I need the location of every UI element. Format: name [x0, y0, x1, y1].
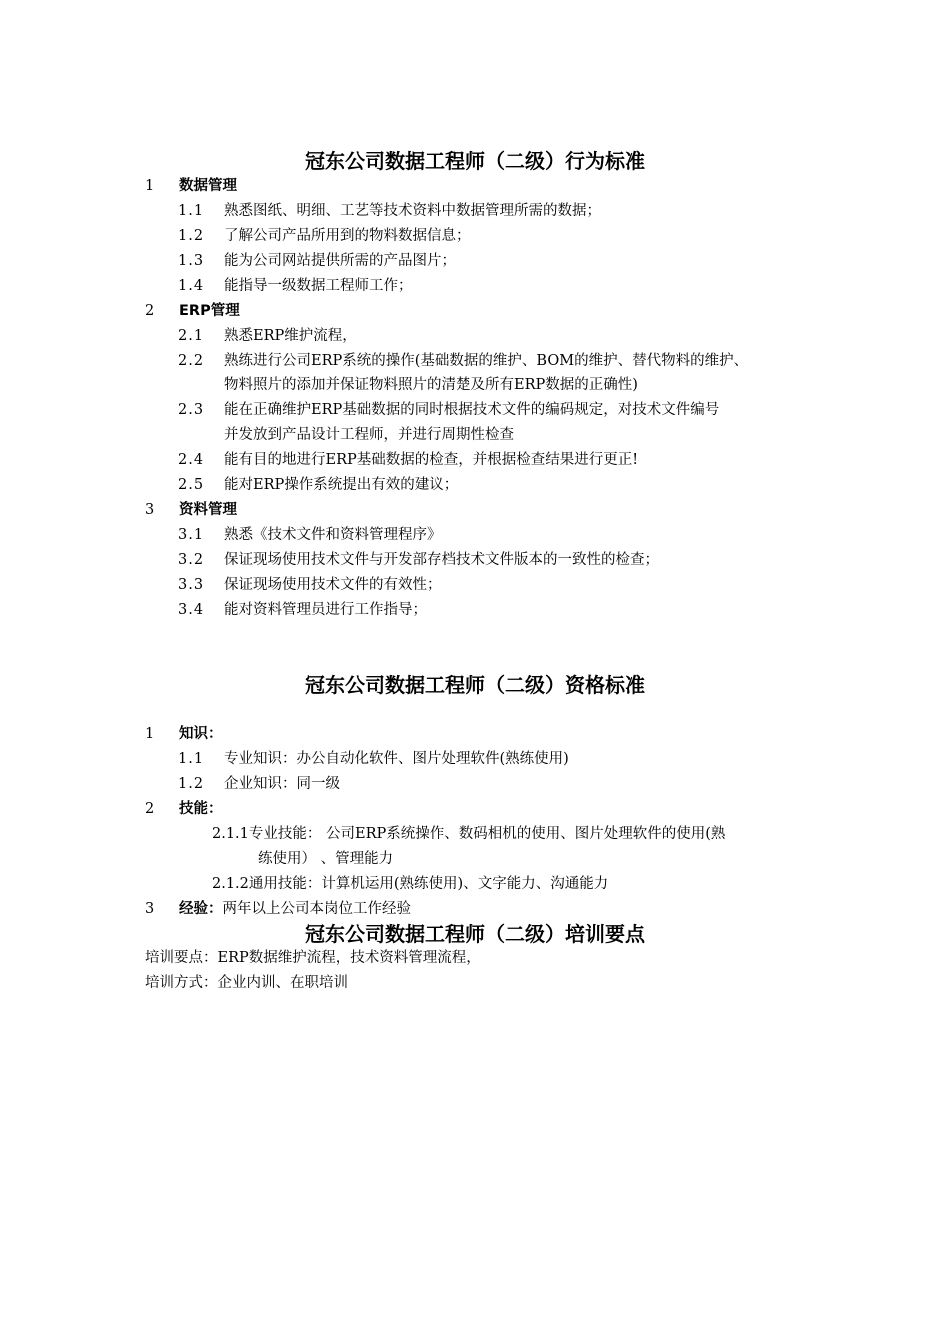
item-number: 1.3 [178, 253, 205, 269]
item-text: 能对ERP操作系统提出有效的建议； [224, 477, 459, 493]
section-number: 2 [145, 303, 155, 319]
item-number: 2.2 [178, 353, 205, 369]
section-number: 1 [145, 726, 155, 742]
item-number: 2.1 [178, 328, 205, 344]
section-title: 数据管理 [179, 178, 237, 194]
item-text: 熟悉图纸、明细、工艺等技术资料中数据管理所需的数据； [224, 203, 601, 219]
experience-label: 经验： [179, 901, 223, 917]
section-number: 3 [145, 502, 155, 518]
item-number: 3.2 [178, 552, 205, 568]
item-number: 2.3 [178, 402, 205, 418]
item-text: 熟悉《技术文件和资料管理程序》 [224, 527, 442, 543]
item-number: 2.5 [178, 477, 205, 493]
item-text: 保证现场使用技术文件与开发部存档技术文件版本的一致性的检查； [224, 552, 659, 568]
item-text: 能为公司网站提供所需的产品图片； [224, 253, 456, 269]
item-text: 能有目的地进行ERP基础数据的检查，并根据检查结果进行更正! [224, 452, 639, 468]
item-number: 3.1 [178, 527, 205, 543]
qualification-title: 冠东公司数据工程师（二级）资格标准 [305, 673, 645, 697]
item-text: 专业知识：办公自动化软件、图片处理软件(熟练使用) [224, 751, 569, 767]
section-number: 1 [145, 178, 155, 194]
item-text: 通用技能：计算机运用(熟练使用)、文字能力、沟通能力 [248, 876, 609, 892]
section-number: 3 [145, 901, 155, 917]
item-number: 3.4 [178, 602, 205, 618]
training-title: 冠东公司数据工程师（二级）培训要点 [305, 922, 645, 946]
item-number: 1.2 [178, 776, 205, 792]
item-text: 保证现场使用技术文件的有效性； [224, 577, 442, 593]
item-text: 能在正确维护ERP基础数据的同时根据技术文件的编码规定，对技术文件编号 [224, 402, 720, 418]
section-title: 知识： [179, 726, 223, 742]
list-item [212, 822, 725, 847]
experience-value: 两年以上公司本岗位工作经验 [222, 901, 411, 917]
item-number: 2.4 [178, 452, 205, 468]
item-number: 2.1.1 [212, 826, 249, 842]
list-item-continuation [258, 847, 393, 872]
item-number: 1.1 [178, 203, 205, 219]
training-points: 培训要点：ERP数据维护流程，技术资料管理流程， [145, 950, 481, 966]
item-text: 熟练进行公司ERP系统的操作(基础数据的维护、BOM的维护、替代物料的维护、 [224, 353, 749, 369]
item-text: 物料照片的添加并保证物料照片的清楚及所有ERP数据的正确性) [224, 377, 638, 393]
item-text: 能指导一级数据工程师工作； [224, 278, 413, 294]
item-number: 1.4 [178, 278, 205, 294]
item-text: 了解公司产品所用到的物料数据信息； [224, 228, 471, 244]
item-text: 熟悉ERP维护流程， [224, 328, 357, 344]
training-method: 培训方式：企业内训、在职培训 [145, 975, 348, 991]
list-item [212, 872, 608, 897]
item-number: 3.3 [178, 577, 205, 593]
behavior-title: 冠东公司数据工程师（二级）行为标准 [305, 149, 645, 173]
section-number: 2 [145, 801, 155, 817]
item-number: 1.2 [178, 228, 205, 244]
item-text: 能对资料管理员进行工作指导； [224, 602, 427, 618]
item-text: 并发放到产品设计工程师，并进行周期性检查 [224, 427, 514, 443]
section-title: 技能： [179, 801, 223, 817]
section-title: 资料管理 [179, 502, 237, 518]
experience-text [179, 897, 411, 922]
item-number: 1.1 [178, 751, 205, 767]
item-text: 专业技能： 公司ERP系统操作、数码相机的使用、图片处理软件的使用(熟 [248, 826, 726, 842]
item-text: 练使用） 、管理能力 [258, 851, 394, 867]
item-number: 2.1.2 [212, 876, 249, 892]
section-title: ERP管理 [179, 303, 240, 319]
item-text: 企业知识：同一级 [224, 776, 340, 792]
